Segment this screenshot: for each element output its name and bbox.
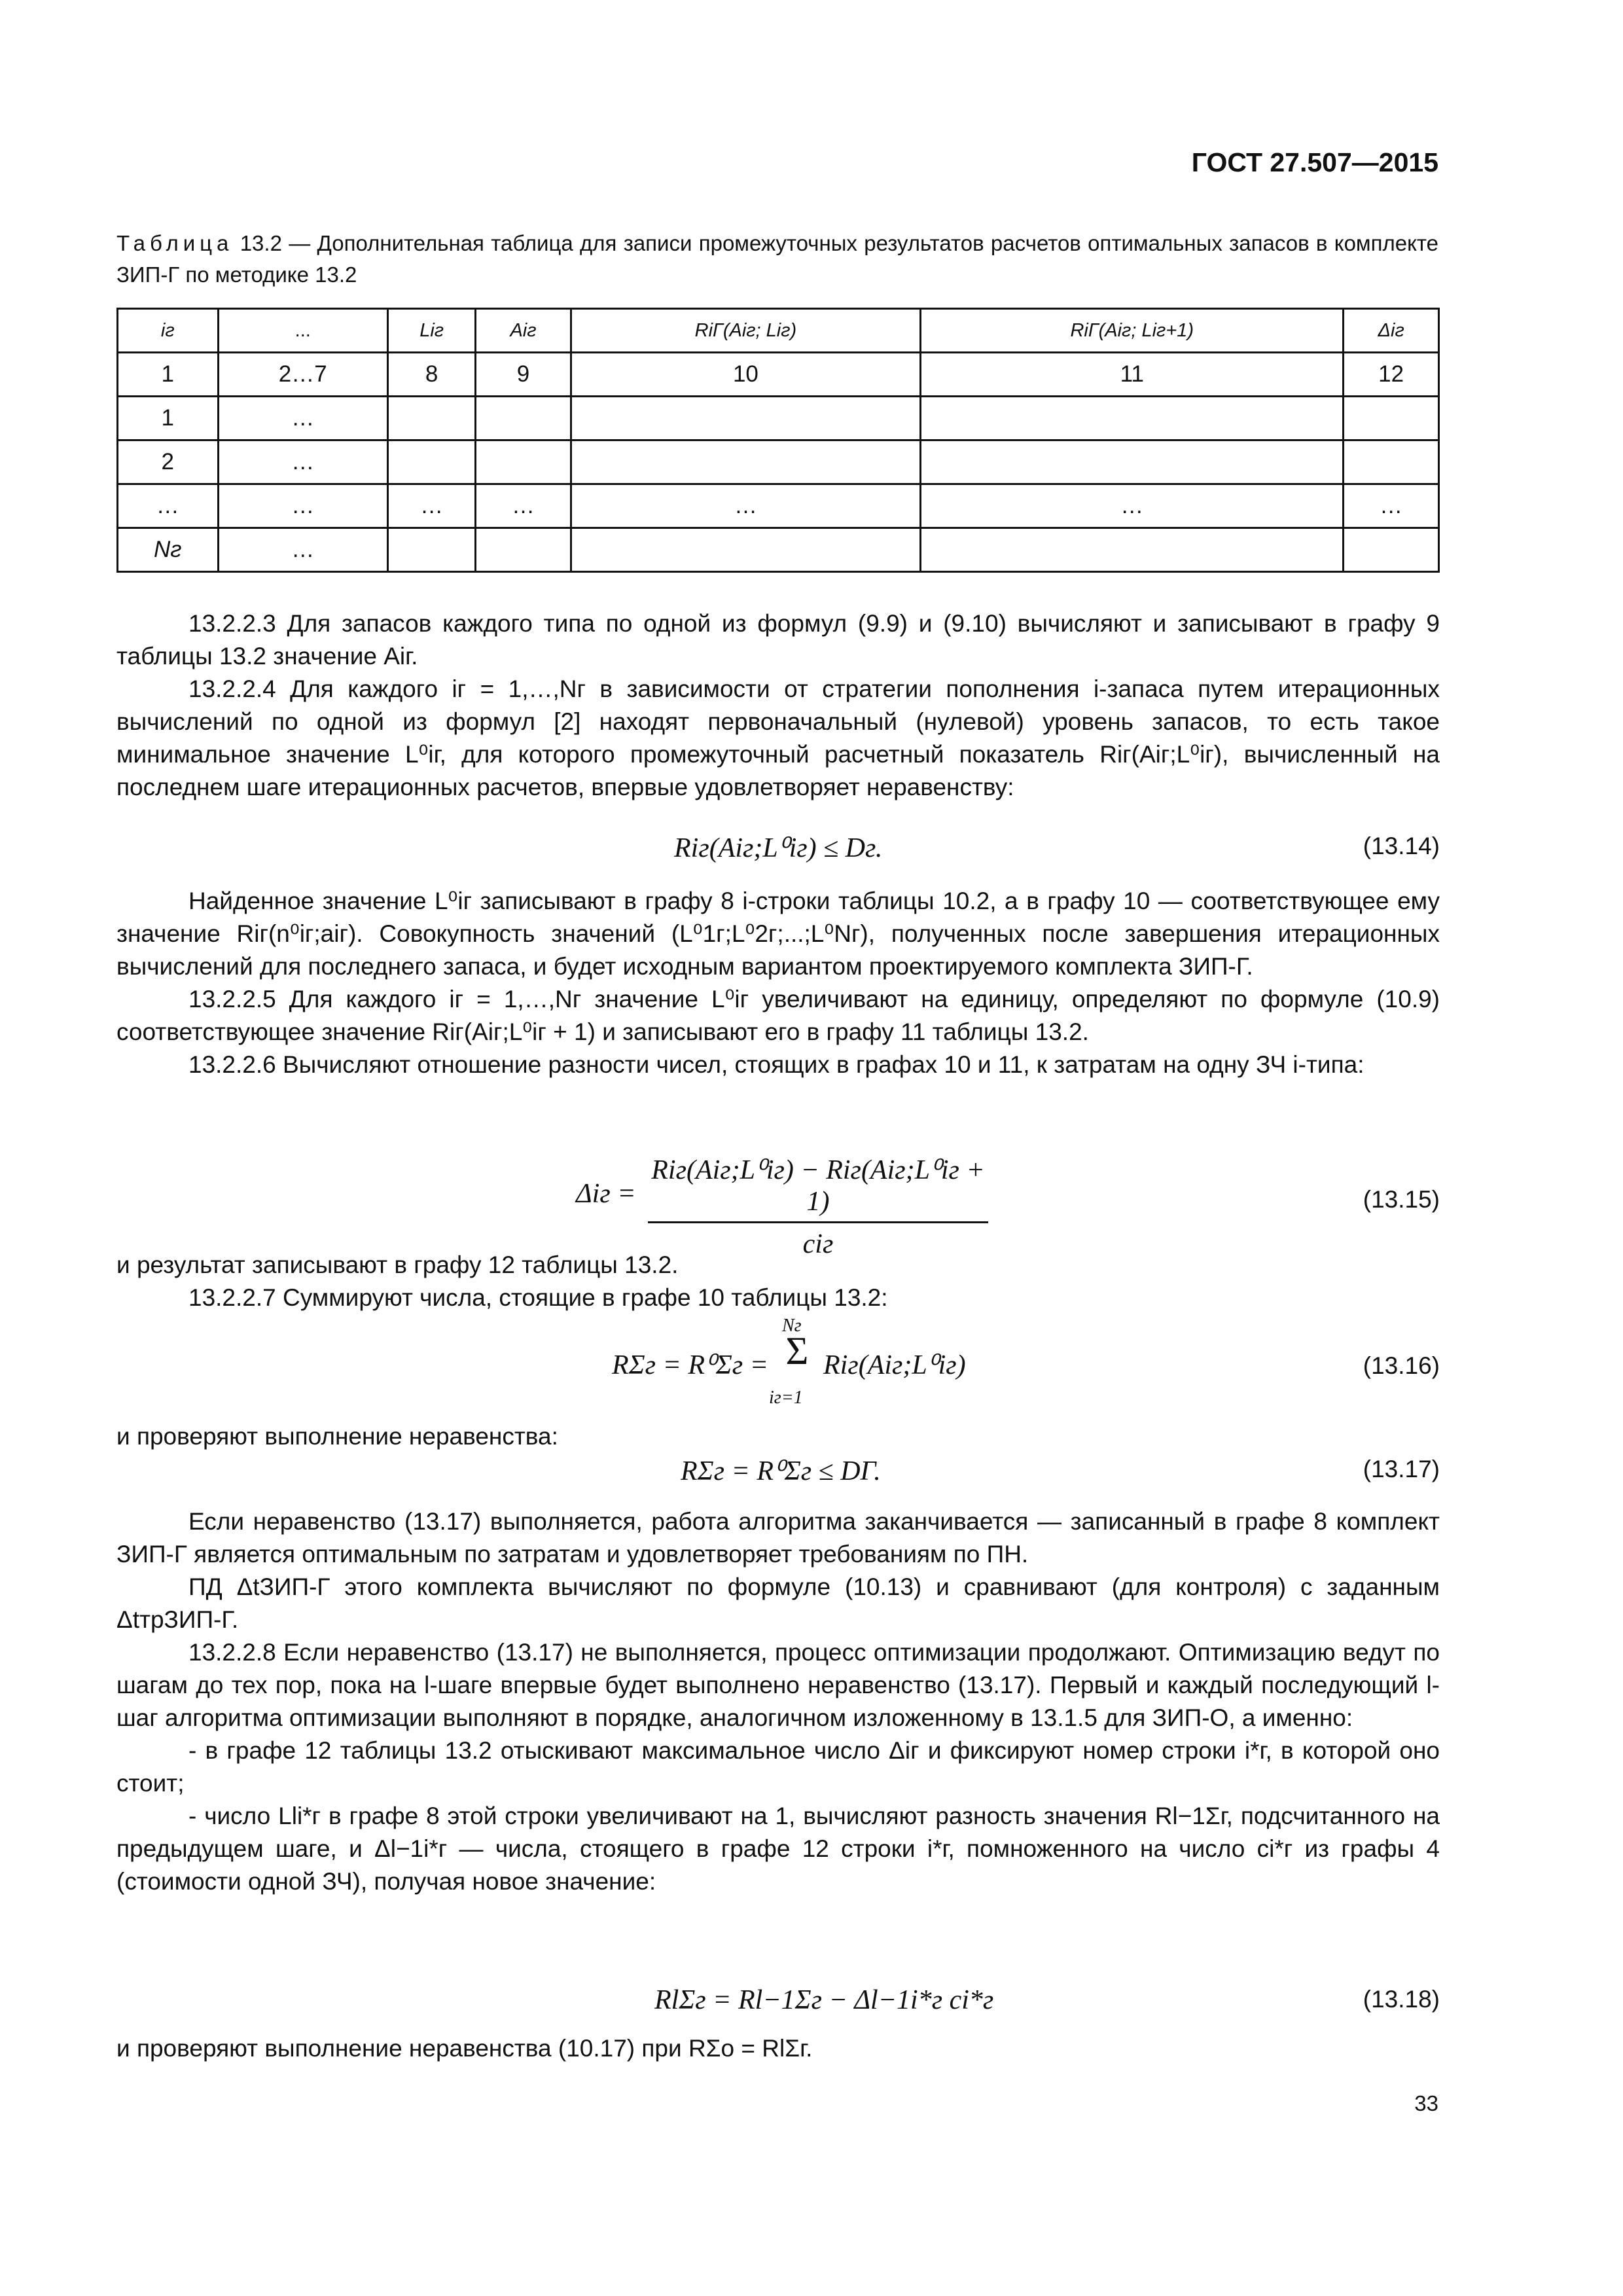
paragraph: Если неравенство (13.17) выполняется, работа алгоритма заканчивается — записанный в графе 8 комплект ЗИП-Г является оптимальным по затратам и удовлетворяет требованиям по ПН. xyxy=(116,1508,1440,1568)
text-block-5 xyxy=(116,1505,1440,1898)
table-cell: 12 xyxy=(1344,353,1439,397)
formula-13-18: RlΣг = Rl−1Σг − Δl−1i*г ci*г xyxy=(654,1985,994,2015)
formula-13-17: RΣг = R⁰Σг ≤ DГ. xyxy=(681,1456,881,1486)
sum-lower-limit: iг=1 xyxy=(769,1388,803,1408)
equation-number: (13.18) xyxy=(1363,1986,1440,2013)
formula-13-16-lhs: RΣг = R⁰Σг = xyxy=(612,1350,769,1380)
table-cell: … xyxy=(218,484,387,528)
paragraph: 13.2.2.6 Вычисляют отношение разности чисел, стоящих в графах 10 и 11, к затратам на одну ЗЧ i-типа: xyxy=(188,1051,1364,1078)
table-cell: 2…7 xyxy=(218,353,387,397)
paragraph: и проверяют выполнение неравенства (10.17) при RΣo = RlΣг. xyxy=(116,2035,813,2062)
table-row xyxy=(118,484,1439,528)
table-cell: … xyxy=(387,484,475,528)
table-cell: … xyxy=(118,484,219,528)
table-header-row xyxy=(118,309,1439,353)
paragraph: 13.2.2.5 Для каждого iг = 1,…,Nг значение L⁰iг увеличивают на единицу, определяют по формуле (10.9) соответствующее значение Riг(Aiг;L⁰iг + 1) и записывают его в графу 11 таблицы 13.2. xyxy=(116,986,1440,1045)
table-cell xyxy=(387,440,475,484)
table-cell: 2 xyxy=(118,440,219,484)
table-cell xyxy=(921,440,1344,484)
header-cell: RiГ(Aiг; Liг) xyxy=(571,309,921,353)
table-cell xyxy=(1344,440,1439,484)
table-cell: Nг xyxy=(118,528,219,572)
caption-label: Таблица xyxy=(116,231,234,255)
table-cell xyxy=(571,528,921,572)
paragraph: 13.2.2.7 Суммируют числа, стоящие в графе 10 таблицы 13.2: xyxy=(188,1284,888,1311)
table-cell: 8 xyxy=(387,353,475,397)
header-cell: ... xyxy=(218,309,387,353)
table-cell: … xyxy=(218,440,387,484)
fraction-denominator: ciг xyxy=(802,1229,834,1259)
standard-header: ГОСТ 27.507—2015 xyxy=(1191,147,1438,177)
paragraph: 13.2.2.8 Если неравенство (13.17) не выполняется, процесс оптимизации продолжают. Оптимизацию ведут по шагам до тех пор, пока на l-шаге впервые будет выполнено неравенство (13.17). Первый и каждый последующий l-шаг алгоритма оптимизации выполняют в порядке, аналогичном изложенному в 13.1.5 для ЗИП-О, а именно: xyxy=(116,1639,1440,1731)
header-cell: iг xyxy=(118,309,219,353)
text-block-3 xyxy=(116,1249,1440,1314)
header-cell: Liг xyxy=(387,309,475,353)
table-row xyxy=(118,397,1439,440)
paragraph: и проверяют выполнение неравенства: xyxy=(116,1423,558,1450)
equation-number: (13.17) xyxy=(1363,1456,1440,1482)
paragraph: и результат записывают в графу 12 таблицы 13.2. xyxy=(116,1251,679,1278)
table-cell xyxy=(1344,528,1439,572)
paragraph: 13.2.2.3 Для запасов каждого типа по одной из формул (9.9) и (9.10) вычисляют и записывают в графу 9 таблицы 13.2 значение Aiг. xyxy=(116,610,1440,670)
table-cell: … xyxy=(476,484,571,528)
sum-symbol: Σ xyxy=(785,1329,809,1372)
table-cell: … xyxy=(218,397,387,440)
table-cell xyxy=(476,528,571,572)
table-caption xyxy=(116,228,1438,291)
fraction-numerator: Riг(Aiг;L⁰iг) − Riг(Aiг;L⁰iг + 1) xyxy=(648,1153,988,1223)
table-row xyxy=(118,528,1439,572)
table-cell: … xyxy=(571,484,921,528)
table-cell xyxy=(476,440,571,484)
table-cell xyxy=(921,397,1344,440)
formula-13-16-rhs: Riг(Aiг;L⁰iг) xyxy=(823,1350,966,1380)
paragraph: - в графе 12 таблицы 13.2 отыскивают максимальное число Δiг и фиксируют номер строки i*г, в которой оно стоит; xyxy=(116,1737,1440,1797)
sum-upper-limit: Nг xyxy=(782,1316,802,1336)
formula-13-15-fraction xyxy=(648,1153,988,1260)
table-cell: … xyxy=(1344,484,1439,528)
caption-text: 13.2 — Дополнительная таблица для записи промежуточных результатов расчетов оптимальных запасов в комплекте ЗИП-Г по методике 13.2 xyxy=(116,231,1438,287)
text-block-6 xyxy=(116,2032,1440,2065)
page-number: 33 xyxy=(1414,2091,1438,2115)
equation-number: (13.14) xyxy=(1363,833,1440,859)
table-cell: 10 xyxy=(571,353,921,397)
table-cell: … xyxy=(921,484,1344,528)
table-row xyxy=(118,440,1439,484)
equation-number: (13.16) xyxy=(1363,1352,1440,1379)
table-cell: 1 xyxy=(118,353,219,397)
text-block-4 xyxy=(116,1420,1440,1453)
table-cell xyxy=(571,397,921,440)
table-cell: 9 xyxy=(476,353,571,397)
paragraph: Найденное значение L⁰iг записывают в графу 8 i-строки таблицы 10.2, а в графу 10 — соответствующее ему значение Riг(n⁰iг;aiг). Совокупность значений (L⁰1г;L⁰2г;...;L⁰Nг), полученных после завершения итерационных вычислений для последнего запаса, и будет исходным вариантом проектируемого комплекта ЗИП-Г. xyxy=(116,888,1440,980)
paragraph: ПД ΔtЗИП-Г этого комплекта вычисляют по формуле (10.13) и сравнивают (для контроля) с заданным ΔtтрЗИП-Г. xyxy=(116,1573,1440,1633)
formula-13-14: Riг(Aiг;L⁰iг) ≤ Dг. xyxy=(674,833,883,863)
table-cell xyxy=(1344,397,1439,440)
table-cell: … xyxy=(218,528,387,572)
header-cell: Aiг xyxy=(476,309,571,353)
header-cell: Δiг xyxy=(1344,309,1439,353)
paragraph: 13.2.2.4 Для каждого iг = 1,…,Nг в зависимости от стратегии пополнения i-запаса путем итерационных вычислений по одной из формул [2] находят первоначальный (нулевой) уровень запасов, то есть такое минимальное значение L⁰iг, для которого промежуточный расчетный показатель Riг(Aiг;L⁰iг), вычисленный на последнем шаге итерационных расчетов, впервые удовлетворяет неравенству: xyxy=(116,675,1440,800)
equation-number: (13.15) xyxy=(1363,1186,1440,1213)
paragraph: - число Lli*г в графе 8 этой строки увеличивают на 1, вычисляют разность значения Rl−1Σг, подсчитанного на предыдущем шаге, и Δl−1i*г — числа, стоящего в графе 12 строки i*г, помноженного на число ci*г из графы 4 (стоимости одной ЗЧ), получая новое значение: xyxy=(116,1803,1440,1895)
data-table xyxy=(116,308,1440,573)
table-cell: 1 xyxy=(118,397,219,440)
table-cell xyxy=(387,397,475,440)
header-cell: RiГ(Aiг; Liг+1) xyxy=(921,309,1344,353)
table-cell: 11 xyxy=(921,353,1344,397)
text-block-2 xyxy=(116,885,1440,1081)
formula-13-15-lhs: Δiг = xyxy=(576,1179,636,1209)
text-block-1 xyxy=(116,607,1440,804)
table-cell xyxy=(476,397,571,440)
table-cell xyxy=(387,528,475,572)
table-cell xyxy=(921,528,1344,572)
table-cell xyxy=(571,440,921,484)
table-number-row xyxy=(118,353,1439,397)
